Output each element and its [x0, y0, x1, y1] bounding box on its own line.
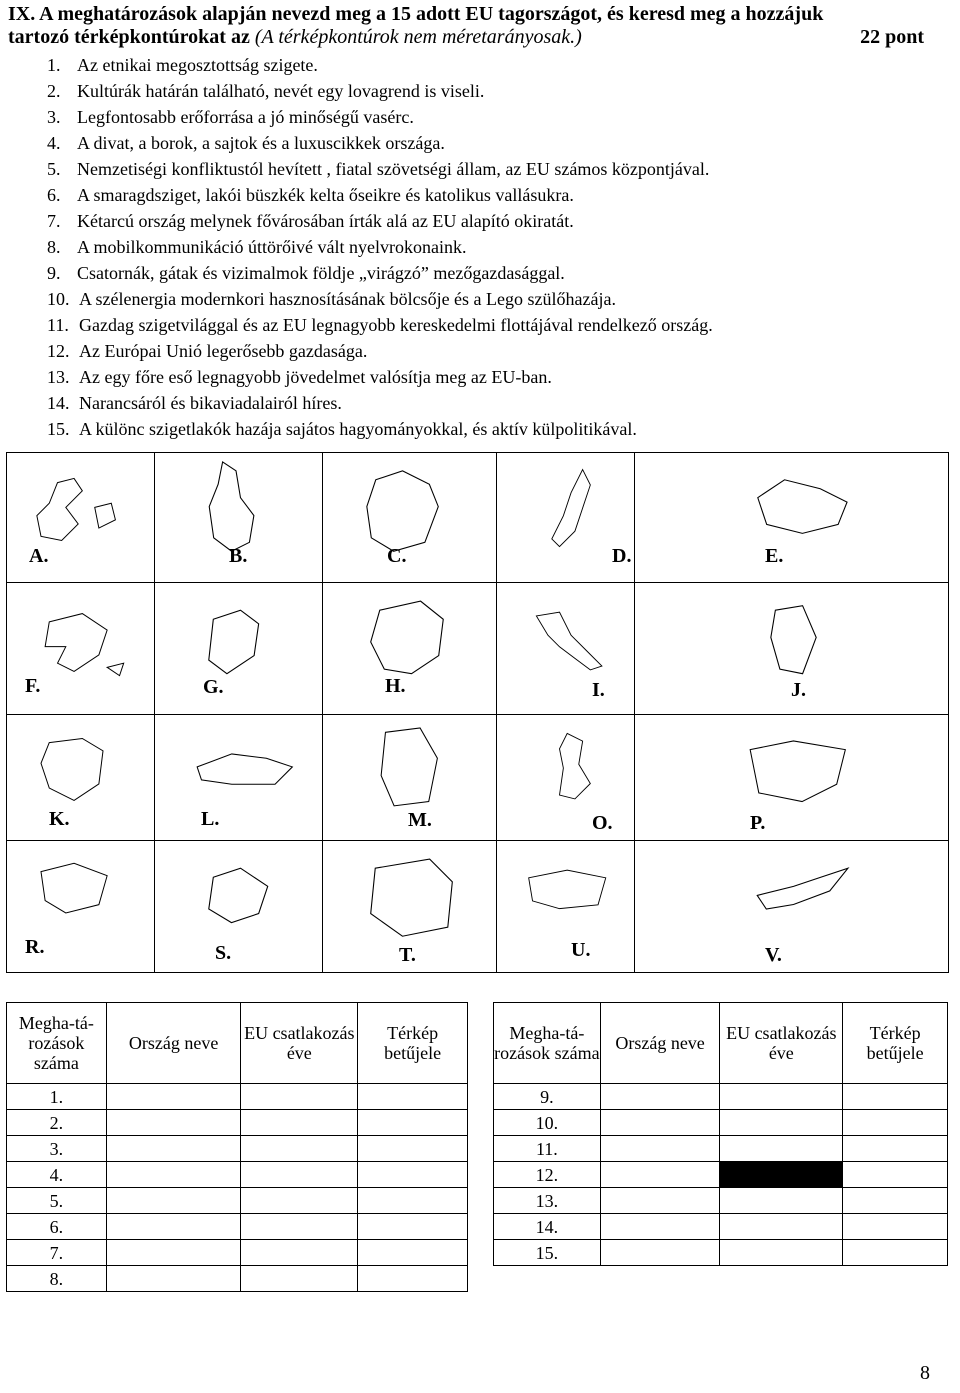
accession-year-cell[interactable]	[241, 1136, 358, 1162]
row-number: 6.	[7, 1214, 107, 1240]
question-item	[47, 338, 367, 364]
question-item	[47, 182, 574, 208]
map-label: B.	[229, 545, 248, 567]
country-name-cell[interactable]	[600, 1084, 720, 1110]
answer-table-right	[493, 1002, 948, 1266]
map-letter-cell[interactable]	[843, 1084, 948, 1110]
question-number: 11.	[47, 315, 69, 335]
row-number: 5.	[7, 1188, 107, 1214]
question-number: 6.	[47, 185, 61, 205]
map-cell	[6, 582, 155, 715]
row-number: 9.	[494, 1084, 601, 1110]
question-item	[47, 52, 318, 78]
accession-year-cell[interactable]	[241, 1214, 358, 1240]
table-row	[7, 1136, 468, 1162]
map-label: K.	[49, 808, 70, 830]
question-number: 7.	[47, 211, 61, 231]
row-number: 11.	[494, 1136, 601, 1162]
table-row	[494, 1214, 948, 1240]
question-text: A szélenergia modernkori hasznosításának bölcsője és a Lego szülőhazája.	[79, 289, 616, 309]
map-cell	[634, 582, 949, 715]
map-label: L.	[201, 808, 220, 830]
table-row	[7, 1110, 468, 1136]
map-cell	[496, 840, 635, 973]
map-cell	[496, 582, 635, 715]
country-name-cell[interactable]	[106, 1162, 241, 1188]
country-name-cell[interactable]	[600, 1214, 720, 1240]
question-item	[47, 130, 445, 156]
map-letter-cell[interactable]	[358, 1214, 468, 1240]
question-number: 2.	[47, 81, 61, 101]
question-item	[47, 78, 484, 104]
accession-year-cell[interactable]	[720, 1240, 843, 1266]
map-letter-cell[interactable]	[843, 1162, 948, 1188]
country-outline	[323, 453, 496, 582]
map-label: V.	[765, 944, 782, 966]
question-text: Narancsáról és bikaviadalairól híres.	[79, 393, 342, 413]
accession-year-cell[interactable]	[720, 1136, 843, 1162]
table-row	[494, 1240, 948, 1266]
map-label: H.	[385, 675, 406, 697]
row-number: 15.	[494, 1240, 601, 1266]
question-item	[47, 234, 466, 260]
title-line-2	[8, 26, 952, 49]
country-name-cell[interactable]	[106, 1188, 241, 1214]
accession-year-cell[interactable]	[720, 1214, 843, 1240]
question-number: 10.	[47, 289, 70, 309]
country-outline	[323, 583, 496, 714]
question-number: 3.	[47, 107, 61, 127]
country-name-cell[interactable]	[600, 1188, 720, 1214]
table-row	[7, 1266, 468, 1292]
question-item	[47, 312, 713, 338]
accession-year-cell[interactable]	[720, 1162, 843, 1188]
map-label: S.	[215, 942, 232, 964]
map-letter-cell[interactable]	[358, 1266, 468, 1292]
question-number: 14.	[47, 393, 70, 413]
question-item	[47, 364, 552, 390]
map-label: E.	[765, 545, 784, 567]
question-number: 5.	[47, 159, 61, 179]
question-text: Az egy főre eső legnagyobb jövedelmet valósítja meg az EU-ban.	[79, 367, 552, 387]
accession-year-cell[interactable]	[241, 1162, 358, 1188]
country-name-cell[interactable]	[600, 1240, 720, 1266]
country-name-cell[interactable]	[106, 1214, 241, 1240]
table-row	[494, 1136, 948, 1162]
row-number: 12.	[494, 1162, 601, 1188]
table-header: Ország neve	[106, 1003, 241, 1084]
row-number: 14.	[494, 1214, 601, 1240]
table-row	[7, 1188, 468, 1214]
map-label: T.	[399, 944, 416, 966]
map-label: J.	[791, 679, 806, 701]
question-item	[47, 416, 637, 442]
question-text: Nemzetiségi konfliktustól hevített , fiatal szövetségi állam, az EU számos központjával.	[77, 159, 710, 179]
map-cell	[322, 840, 497, 973]
question-text: A különc szigetlakók hazája sajátos hagyományokkal, és aktív külpolitikával.	[79, 419, 637, 439]
table-header: Térkép betűjele	[358, 1003, 468, 1084]
map-cell	[154, 714, 323, 841]
table-row	[7, 1240, 468, 1266]
question-text: A smaragdsziget, lakói büszkék kelta őseikre és katolikus vallásukra.	[77, 185, 574, 205]
question-text: Kétarcú ország melynek fővárosában írták alá az EU alapító okiratát.	[77, 211, 574, 231]
accession-year-cell[interactable]	[720, 1084, 843, 1110]
question-number: 8.	[47, 237, 61, 257]
country-name-cell[interactable]	[106, 1240, 241, 1266]
country-name-cell[interactable]	[600, 1162, 720, 1188]
country-outline	[155, 715, 322, 840]
question-number: 13.	[47, 367, 70, 387]
map-label: A.	[29, 545, 49, 567]
map-cell	[6, 840, 155, 973]
table-row	[7, 1084, 468, 1110]
map-label: I.	[592, 679, 605, 701]
question-text: A divat, a borok, a sajtok és a luxuscikkek országa.	[77, 133, 445, 153]
question-number: 4.	[47, 133, 61, 153]
map-label: C.	[387, 545, 407, 567]
question-number: 15.	[47, 419, 70, 439]
map-letter-cell[interactable]	[358, 1136, 468, 1162]
map-cell	[322, 582, 497, 715]
table-header: Megha-tá-rozások száma	[494, 1003, 601, 1084]
table-row	[7, 1162, 468, 1188]
map-label: U.	[571, 939, 591, 961]
map-letter-cell[interactable]	[843, 1214, 948, 1240]
country-outline	[155, 583, 322, 714]
map-label: D.	[612, 545, 632, 567]
map-cell	[496, 452, 635, 583]
map-letter-cell[interactable]	[843, 1240, 948, 1266]
title-line-1: IX. A meghatározások alapján nevezd meg a 15 adott EU tagországot, és keresd meg a hozzájuk	[8, 3, 824, 25]
row-number: 8.	[7, 1266, 107, 1292]
table-header: Megha-tá-rozások száma	[7, 1003, 107, 1084]
question-text: Gazdag szigetvilággal és az EU legnagyobb kereskedelmi flottájával rendelkező ország.	[79, 315, 713, 335]
map-label: R.	[25, 936, 45, 958]
map-label: P.	[750, 812, 766, 834]
country-name-cell[interactable]	[106, 1084, 241, 1110]
country-outline	[635, 841, 948, 972]
row-number: 10.	[494, 1110, 601, 1136]
row-number: 7.	[7, 1240, 107, 1266]
question-text: Legfontosabb erőforrása a jó minőségű vasérc.	[77, 107, 414, 127]
accession-year-cell[interactable]	[241, 1110, 358, 1136]
map-letter-cell[interactable]	[843, 1136, 948, 1162]
map-label: F.	[25, 675, 41, 697]
table-row	[494, 1162, 948, 1188]
accession-year-cell[interactable]	[241, 1188, 358, 1214]
accession-year-cell[interactable]	[720, 1110, 843, 1136]
row-number: 4.	[7, 1162, 107, 1188]
map-label: G.	[203, 676, 224, 698]
table-header: EU csatlakozás éve	[720, 1003, 843, 1084]
map-letter-cell[interactable]	[843, 1188, 948, 1214]
title-note: (A térképkontúrok nem méretarányosak.)	[254, 26, 582, 48]
question-item	[47, 156, 709, 182]
question-text: A mobilkommunikáció úttörőivé vált nyelvrokonaink.	[77, 237, 467, 257]
map-letter-cell[interactable]	[358, 1188, 468, 1214]
question-text: Kultúrák határán található, nevét egy lovagrend is viseli.	[77, 81, 485, 101]
country-outline	[497, 841, 634, 972]
map-cell	[322, 714, 497, 841]
answer-table-left	[6, 1002, 468, 1292]
page-number: 8	[920, 1362, 930, 1384]
question-item	[47, 260, 565, 286]
row-number: 1.	[7, 1084, 107, 1110]
question-item	[47, 286, 616, 312]
map-cell	[154, 582, 323, 715]
table-row	[494, 1110, 948, 1136]
accession-year-cell[interactable]	[241, 1240, 358, 1266]
map-letter-cell[interactable]	[358, 1084, 468, 1110]
question-item	[47, 104, 414, 130]
map-cell	[6, 714, 155, 841]
row-number: 3.	[7, 1136, 107, 1162]
country-outline	[497, 715, 634, 840]
map-cell	[634, 452, 949, 583]
accession-year-cell[interactable]	[241, 1084, 358, 1110]
map-letter-cell[interactable]	[358, 1162, 468, 1188]
question-text: Csatornák, gátak és vizimalmok földje „virágzó” mezőgazdasággal.	[77, 263, 565, 283]
table-row	[494, 1188, 948, 1214]
map-cell	[634, 714, 949, 841]
map-letter-cell[interactable]	[358, 1240, 468, 1266]
map-letter-cell[interactable]	[358, 1110, 468, 1136]
row-number: 13.	[494, 1188, 601, 1214]
question-number: 9.	[47, 263, 61, 283]
row-number: 2.	[7, 1110, 107, 1136]
country-outline	[635, 715, 948, 840]
map-contour-grid	[6, 452, 948, 972]
question-number: 12.	[47, 341, 70, 361]
country-outline	[497, 583, 634, 714]
map-cell	[6, 452, 155, 583]
table-row	[7, 1214, 468, 1240]
question-item	[47, 208, 574, 234]
map-cell	[154, 840, 323, 973]
country-name-cell[interactable]	[106, 1110, 241, 1136]
table-header: Ország neve	[600, 1003, 720, 1084]
title-line-2-text: tartozó térképkontúrokat az	[8, 26, 255, 48]
country-name-cell[interactable]	[106, 1136, 241, 1162]
map-cell	[634, 840, 949, 973]
country-name-cell[interactable]	[600, 1136, 720, 1162]
map-label: O.	[592, 812, 613, 834]
map-cell	[322, 452, 497, 583]
question-text: Az Európai Unió legerősebb gazdasága.	[79, 341, 368, 361]
map-cell	[496, 714, 635, 841]
table-header: Térkép betűjele	[843, 1003, 948, 1084]
country-outline	[155, 841, 322, 972]
question-text: Az etnikai megosztottság szigete.	[77, 55, 318, 75]
accession-year-cell[interactable]	[720, 1188, 843, 1214]
map-cell	[154, 452, 323, 583]
map-label: M.	[408, 809, 432, 831]
question-number: 1.	[47, 55, 61, 75]
country-name-cell[interactable]	[106, 1266, 241, 1292]
map-letter-cell[interactable]	[843, 1110, 948, 1136]
points-label: 22 pont	[860, 26, 924, 48]
country-outline	[7, 715, 154, 840]
country-outline	[635, 453, 948, 582]
exercise-title	[8, 3, 952, 49]
accession-year-cell[interactable]	[241, 1266, 358, 1292]
table-header: EU csatlakozás éve	[241, 1003, 358, 1084]
question-item	[47, 390, 342, 416]
country-name-cell[interactable]	[600, 1110, 720, 1136]
table-row	[494, 1084, 948, 1110]
